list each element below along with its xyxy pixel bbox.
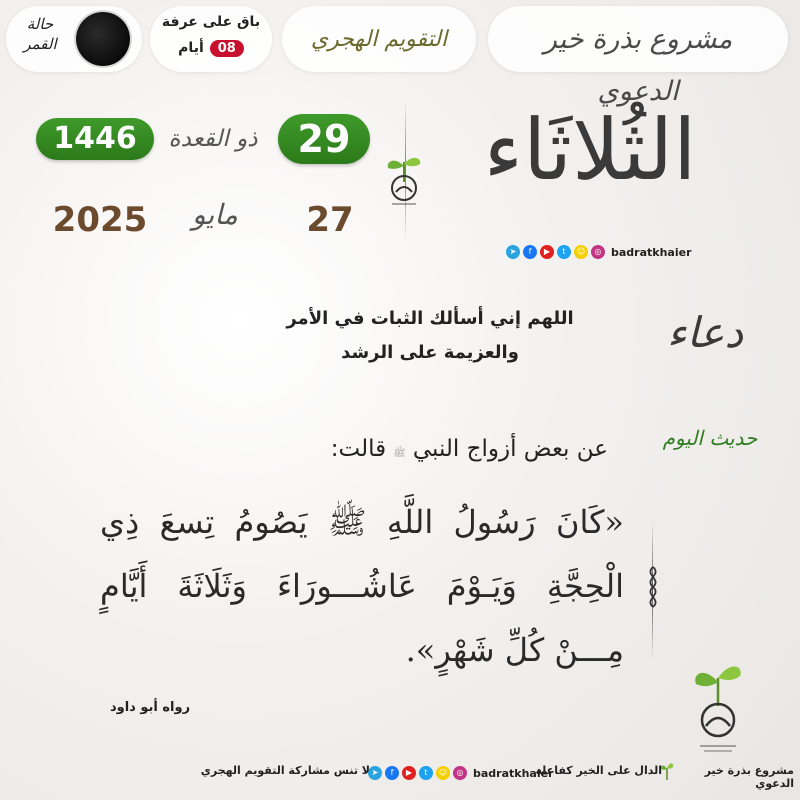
social-handle[interactable]: badratkhaier <box>473 766 554 780</box>
youtube-icon[interactable]: ▶ <box>540 245 554 259</box>
arafa-countdown <box>160 38 262 58</box>
hadith-text: «كَانَ رَسُولُ اللَّهِ ﷺ يَصُومُ تِسعَ ذِي الْحِجَّةِ وَيَـوْمَ عَاشُـــورَاءَ وَثَلَاثَةَ أَيَّامٍ مِـــنْ كُلِّ شَهْرٍ». <box>100 503 624 669</box>
day-name: الثُلاثَاء <box>483 101 697 199</box>
moon-label-line2: القمر <box>23 35 57 53</box>
dua-label: دعاء <box>666 308 744 357</box>
youtube-icon[interactable]: ▶ <box>402 766 416 780</box>
twitter-icon[interactable]: t <box>419 766 433 780</box>
sprout-logo-icon <box>380 152 428 208</box>
sprout-mini-icon <box>660 760 674 780</box>
facebook-icon[interactable]: f <box>385 766 399 780</box>
project-title: مشروع بذرة خير الدعوي <box>543 24 733 107</box>
arafa-label: باق على عرفة <box>161 14 261 30</box>
hadith-intro-before: عن بعض أزواج النبي <box>412 436 608 462</box>
hadith-intro-after: قالت: <box>330 436 387 462</box>
social-links-top <box>506 243 692 261</box>
hadith-narrator: رواه أبو داود <box>109 700 191 715</box>
footer-slogan: الدال على الخير كفاعله <box>535 764 662 777</box>
instagram-icon[interactable]: ◎ <box>591 245 605 259</box>
snapchat-icon[interactable]: ☺ <box>574 245 588 259</box>
moon-phase-icon <box>76 12 130 66</box>
arafa-days-unit: أيام <box>178 40 204 56</box>
calendar-title: التقويم الهجري <box>310 27 448 52</box>
gregorian-year: 2025 <box>52 200 148 240</box>
pbuh-symbol: ﷺ <box>393 448 406 459</box>
social-handle[interactable]: badratkhaier <box>611 245 692 259</box>
gregorian-day: 27 <box>306 200 354 240</box>
hijri-day-badge: 29 <box>278 114 370 164</box>
gregorian-month: مايو <box>192 198 238 231</box>
dua-text <box>260 302 600 370</box>
moon-label <box>20 14 60 54</box>
hadith-intro <box>224 436 608 462</box>
facebook-icon[interactable]: f <box>523 245 537 259</box>
moon-label-line1: حالة <box>26 15 54 33</box>
hijri-year-badge: 1446 <box>36 118 154 160</box>
social-links-bottom <box>368 764 554 782</box>
arafa-days-badge: 08 <box>210 40 244 57</box>
sprout-logo-large-icon <box>690 656 746 756</box>
hijri-month: ذو القعدة <box>168 126 258 152</box>
dua-line-1: اللهم إني أسألك الثبات في الأمر <box>286 308 574 329</box>
telegram-icon[interactable]: ➤ <box>368 766 382 780</box>
hadith-of-the-day-label: حديث اليوم <box>662 426 758 450</box>
instagram-icon[interactable]: ◎ <box>453 766 467 780</box>
dua-line-2: والعزيمة على الرشد <box>341 342 519 363</box>
ornament-knot-icon <box>640 565 666 609</box>
twitter-icon[interactable]: t <box>557 245 571 259</box>
telegram-icon[interactable]: ➤ <box>506 245 520 259</box>
footer-project-name: مشروع بذرة خير الدعوي <box>704 764 794 790</box>
snapchat-icon[interactable]: ☺ <box>436 766 450 780</box>
footer-share-text: لا تنس مشاركة التقويم الهجري <box>200 764 370 777</box>
